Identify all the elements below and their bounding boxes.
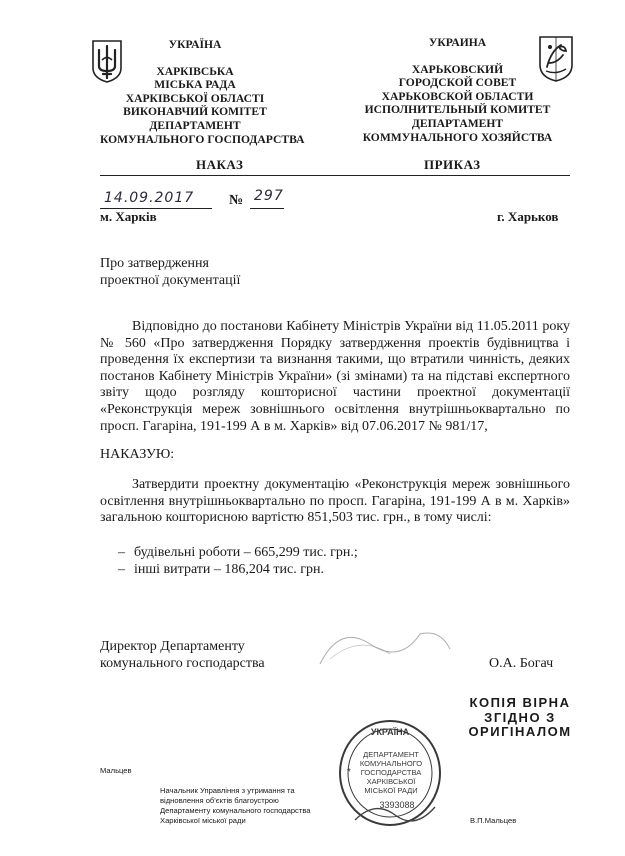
- signature-position: [100, 638, 265, 672]
- certifier-line: відновлення об'єктів благоустрою: [160, 796, 279, 805]
- header-right-line: ДЕПАРТАМЕНТ: [411, 116, 504, 130]
- header-left-line: ВИКОНАВЧИЙ КОМІТЕТ: [123, 105, 267, 119]
- seal-center-line: МІСЬКОЇ РАДИ: [364, 786, 418, 795]
- preamble-text: Відповідно до постанови Кабінету Міністрів України від 11.05.2011 року № 560 «Про затвердження Порядку затвердження проектів будівництва і проведення їх експертизи та визнання такими, що втратили чинність, деяких постанов Кабінету Міністрів України» (зі змінами) та на підставі експертного звіту щодо розгляду кошторисної частини проектної документації «Реконструкція мереж зовнішнього освітлення внутрішньоквартально по просп. Гагаріна, 191-199 А в м. Харків» від 07.06.2017 № 981/17,: [100, 319, 570, 434]
- doc-type-ru: ПРИКАЗ: [424, 157, 481, 172]
- svg-text:*: *: [347, 767, 351, 778]
- certifier-block: [160, 786, 311, 826]
- header-left-line: ХАРКІВСЬКА: [156, 64, 234, 78]
- list-item: – інші витрати – 186,204 тис. грн.: [118, 561, 358, 578]
- header-divider: [100, 175, 570, 176]
- header-right-country: УКРАИНА: [428, 36, 487, 49]
- position-line: Директор Департаменту: [100, 639, 245, 654]
- subject-line: Про затвердження: [100, 256, 209, 271]
- decision-text: Затвердити проектну документацію «Реконструкція мереж зовнішнього освітлення внутрішньоквартально по просп. Гагаріна, 191-199 А в м. Харків» загальною кошторисною вартістю 851,503 тис. грн., в тому числі:: [100, 477, 570, 526]
- certifier-name: В.П.Мальцев: [470, 816, 517, 825]
- certifier-line: Департаменту комунального господарства: [160, 806, 311, 815]
- seal-center-line: ХАРКІВСЬКОЇ: [366, 777, 416, 786]
- position-line: комунального господарства: [100, 656, 265, 671]
- seal-center-line: КОМУНАЛЬНОГО: [359, 759, 423, 768]
- order-number: 297: [254, 188, 284, 204]
- seal-code: 3393088: [379, 800, 415, 810]
- copy-stamp: [465, 696, 575, 740]
- header-right-line: ХАРЬКОВСКИЙ: [411, 62, 504, 76]
- doc-type-ua: НАКАЗ: [196, 157, 244, 172]
- copy-stamp-line: ОРИГІНАЛОМ: [468, 724, 572, 739]
- executor-name: Мальцев: [100, 766, 132, 775]
- city-ru: г. Харьков: [497, 209, 559, 224]
- copy-stamp-line: КОПІЯ ВІРНА: [469, 695, 571, 710]
- cost-list: [118, 544, 358, 578]
- header-left-line: ДЕПАРТАМЕНТ: [149, 118, 241, 132]
- header-right-line: ГОРОДСКОЙ СОВЕТ: [398, 76, 517, 90]
- number-underline: [250, 208, 284, 209]
- header-right-line: КОММУНАЛЬНОГО ХОЗЯЙСТВА: [362, 130, 553, 144]
- order-word: НАКАЗУЮ:: [100, 447, 175, 462]
- header-right-line: ИСПОЛНИТЕЛЬНЫЙ КОМИТЕТ: [364, 103, 551, 117]
- signatory-name: О.А. Богач: [489, 656, 554, 671]
- certifier-line: Харківської міської ради: [160, 816, 246, 825]
- order-number-label: №: [229, 193, 244, 208]
- header-right: [355, 36, 560, 144]
- header-left-line: ХАРКІВСЬКОЇ ОБЛАСТІ: [125, 91, 265, 105]
- city-ua: м. Харків: [100, 209, 157, 224]
- header-left-line: КОМУНАЛЬНОГО ГОСПОДАРСТВА: [100, 132, 305, 146]
- handwritten-signature-icon: [300, 614, 460, 674]
- seal-top-text: УКРАЇНА: [370, 727, 410, 737]
- subject-line: проектної документації: [100, 273, 241, 288]
- seal-center-line: ГОСПОДАРСТВА: [360, 768, 422, 777]
- copy-stamp-line: ЗГІДНО З: [484, 709, 556, 725]
- list-item: – будівельні роботи – 665,299 тис. грн.;: [118, 544, 358, 561]
- order-subject: [100, 255, 240, 289]
- round-seal-icon: [335, 715, 445, 830]
- header-left-country: УКРАЇНА: [168, 38, 222, 51]
- seal-center-line: ДЕПАРТАМЕНТ: [363, 750, 419, 759]
- header-left: [100, 38, 305, 146]
- order-date: 14.09.2017: [104, 190, 195, 206]
- header-left-line: МІСЬКА РАДА: [154, 78, 236, 92]
- header-right-line: ХАРЬКОВСКОЙ ОБЛАСТИ: [381, 89, 534, 103]
- certifier-line: Начальник Управління з утримання та: [160, 786, 295, 795]
